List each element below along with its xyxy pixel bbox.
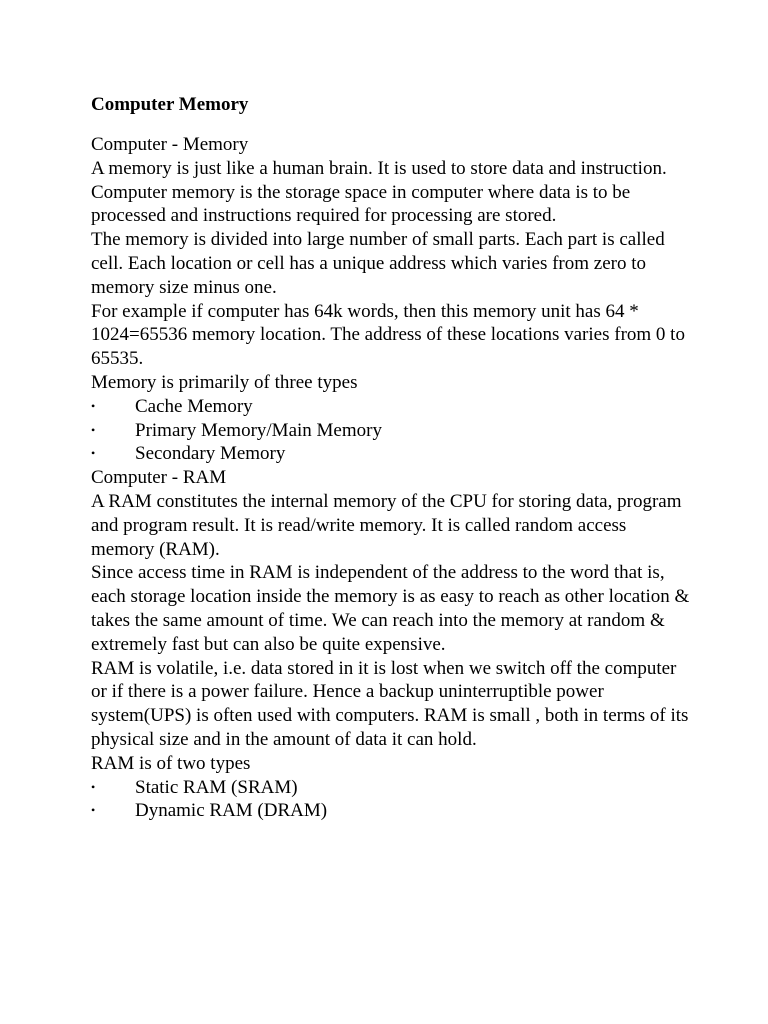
list-item-text: Secondary Memory (135, 443, 286, 465)
ram-paragraph: Since access time in RAM is independent of the address to the word that is, each storage location inside the memory is as easy to reach as other location & takes the same amount of time. We can reach into the memory at random & extremely fast but can also be quite expensive. (91, 562, 690, 655)
ram-types-intro: RAM is of two types (91, 752, 251, 774)
document-page (91, 93, 691, 823)
memory-paragraph: The memory is divided into large number of small parts. Each part is called cell. Each location or cell has a unique address which varies from zero to memory size minus one. (91, 229, 665, 298)
list-item (91, 776, 691, 800)
ram-heading: Computer - RAM (91, 467, 227, 489)
bullet-icon: • (91, 422, 96, 437)
memory-paragraph: A memory is just like a human brain. It is used to store data and instruction. Computer memory is the storage space in computer where data is to be processed and instructions required for processing are stored. (91, 157, 667, 227)
memory-types-list (91, 395, 691, 466)
ram-types-list (91, 776, 691, 824)
bullet-icon: • (91, 779, 96, 794)
list-item (91, 419, 691, 443)
list-item (91, 395, 691, 419)
list-item-text: Dynamic RAM (DRAM) (135, 800, 328, 822)
list-item-text: Primary Memory/Main Memory (135, 419, 382, 441)
bullet-icon: • (91, 446, 96, 461)
list-item-text: Cache Memory (135, 395, 253, 417)
document-title: Computer Memory (91, 94, 249, 115)
memory-paragraph: For example if computer has 64k words, then this memory unit has 64 * 1024=65536 memory location. The address of these locations varies from 0 to 65535. (91, 300, 685, 370)
list-item (91, 799, 691, 823)
memory-heading: Computer - Memory (91, 134, 249, 155)
bullet-icon: • (91, 803, 96, 818)
list-item (91, 442, 691, 466)
ram-paragraph: A RAM constitutes the internal memory of the CPU for storing data, program and program result. It is read/write memory. It is called random access memory (RAM). (91, 490, 682, 560)
memory-types-intro: Memory is primarily of three types (91, 371, 358, 393)
list-item-text: Static RAM (SRAM) (135, 776, 298, 798)
bullet-icon: • (91, 398, 96, 413)
ram-paragraph: RAM is volatile, i.e. data stored in it is lost when we switch off the computer or if there is a power failure. Hence a backup uninterruptible power system(UPS) is often used with computers. RAM is small , both in terms of its physical size and in the amount of data it can hold. (91, 657, 689, 750)
